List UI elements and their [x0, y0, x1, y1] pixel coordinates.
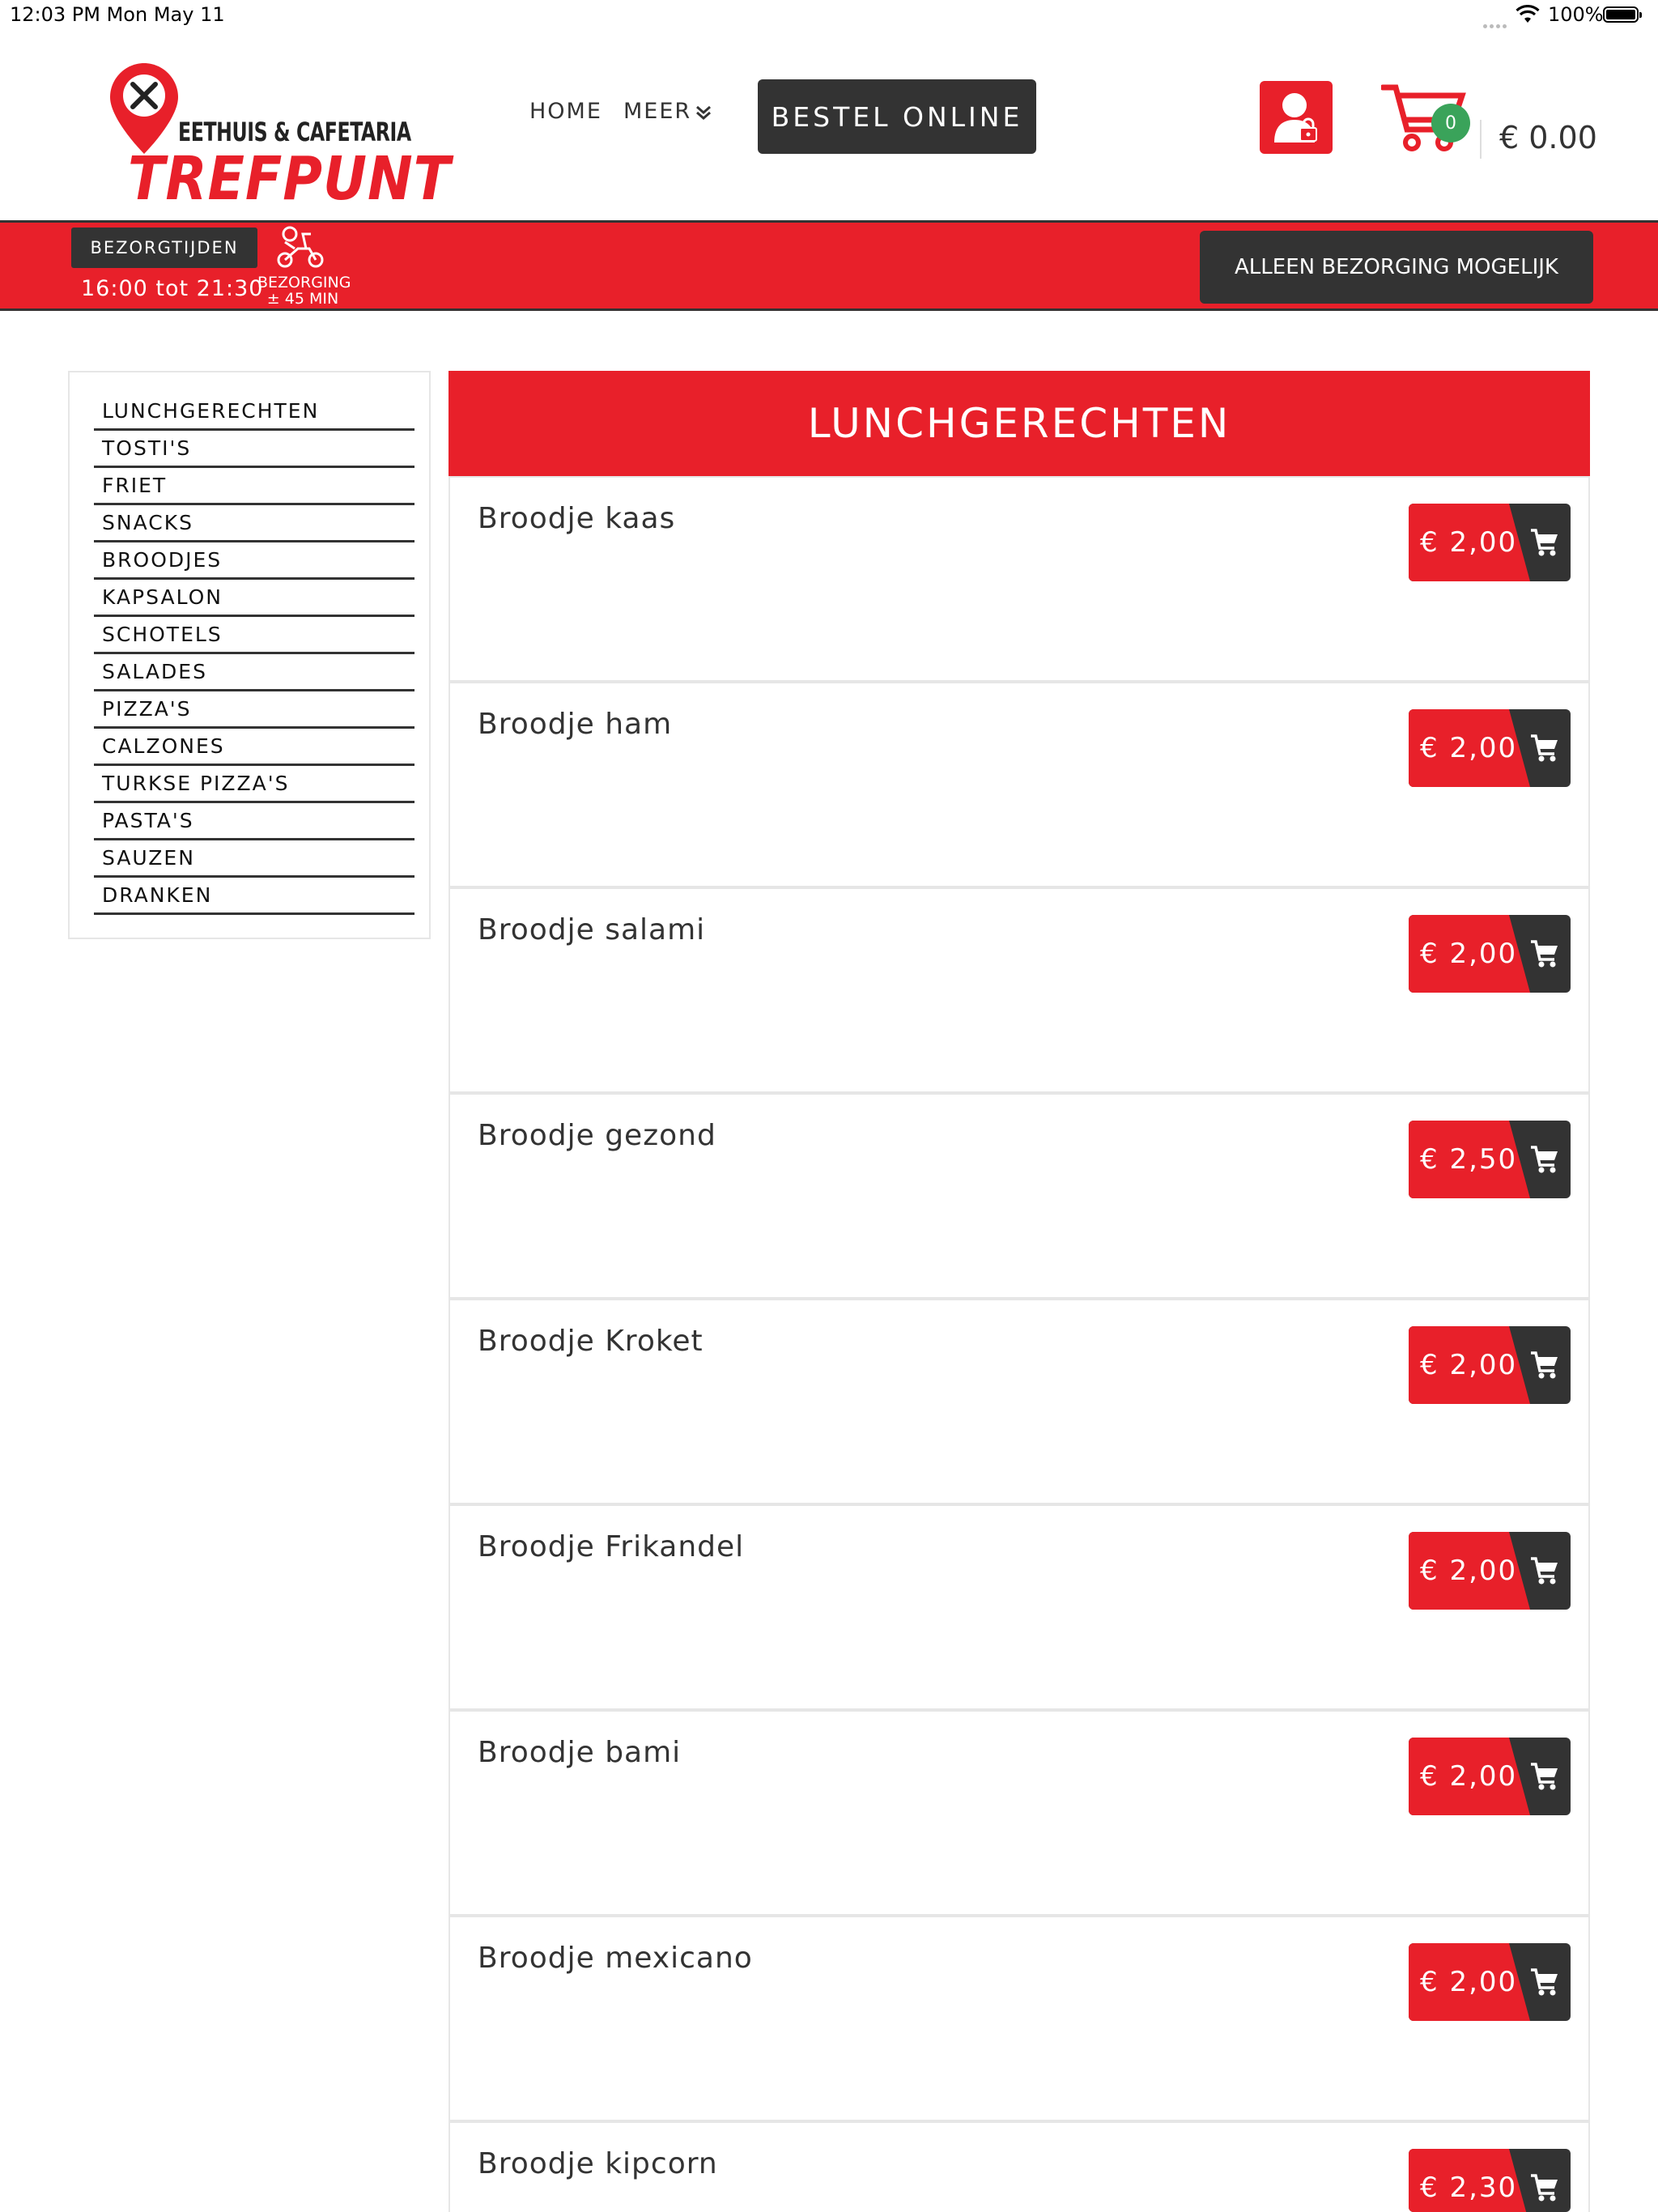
nav-home[interactable]: HOME [529, 99, 602, 124]
product-price: € 2,00 [1420, 1349, 1518, 1381]
battery-percent: 100% [1548, 3, 1604, 26]
category-title: LUNCHGERECHTEN [449, 371, 1590, 476]
cart-total: € 0.00 [1499, 120, 1597, 155]
product-price: € 2,00 [1420, 1555, 1518, 1587]
site-logo[interactable] [110, 63, 451, 214]
cart-icon [1530, 734, 1559, 763]
add-to-cart-button[interactable] [1409, 915, 1571, 993]
account-button[interactable] [1260, 81, 1333, 154]
product-name: Broodje kipcorn [478, 2147, 718, 2180]
sidebar-item-lunchgerechten[interactable]: LUNCHGERECHTEN [94, 395, 414, 431]
product-row [449, 2121, 1590, 2212]
signal-icon [1483, 16, 1512, 21]
delivery-hours: 16:00 tot 21:30 [81, 276, 264, 301]
sidebar-item-friet[interactable]: FRIET [94, 470, 414, 505]
delivery-times-label: BEZORGTIJDEN [71, 228, 257, 268]
cart-icon [1530, 1556, 1559, 1585]
sidebar-item-sauzen[interactable]: SAUZEN [94, 842, 414, 878]
status-time: 12:03 PM Mon May 11 [10, 3, 225, 26]
product-row [449, 1299, 1590, 1504]
sidebar-item-pizzas[interactable]: PIZZA'S [94, 693, 414, 729]
scooter-icon [274, 224, 327, 270]
product-row [449, 476, 1590, 682]
product-price: € 2,00 [1420, 1966, 1518, 1998]
product-name: Broodje mexicano [478, 1942, 753, 1975]
product-row [449, 1710, 1590, 1916]
product-name: Broodje salami [478, 913, 706, 946]
product-name: Broodje kaas [478, 502, 676, 535]
battery-icon [1603, 6, 1639, 23]
wifi-icon [1516, 5, 1540, 28]
sidebar-item-broodjes[interactable]: BROODJES [94, 544, 414, 580]
sidebar-item-tostis[interactable]: TOSTI'S [94, 432, 414, 468]
add-to-cart-button[interactable] [1409, 1532, 1571, 1610]
product-row [449, 1916, 1590, 2121]
logo-pin-icon [110, 63, 178, 154]
sidebar-item-snacks[interactable]: SNACKS [94, 507, 414, 542]
add-to-cart-button[interactable] [1409, 709, 1571, 787]
add-to-cart-button[interactable] [1409, 1943, 1571, 2021]
order-online-button[interactable]: BESTEL ONLINE [758, 79, 1036, 154]
nav-meer[interactable] [623, 99, 712, 124]
status-bar [0, 0, 1658, 32]
delivery-bar [0, 220, 1658, 311]
sidebar-item-schotels[interactable]: SCHOTELS [94, 619, 414, 654]
product-price: € 2,00 [1420, 732, 1518, 764]
category-sidebar [68, 371, 431, 939]
delivery-note-line1: BEZORGING [257, 274, 351, 291]
account-lock-icon [1273, 91, 1320, 144]
sidebar-item-pastas[interactable]: PASTA'S [94, 805, 414, 840]
product-price: € 2,30 [1420, 2172, 1518, 2204]
product-name: Broodje Frikandel [478, 1530, 745, 1563]
add-to-cart-button[interactable] [1409, 1738, 1571, 1815]
cart-icon [1530, 2173, 1559, 2202]
cart-icon [1530, 1145, 1559, 1174]
cart-divider [1480, 120, 1482, 159]
product-name: Broodje ham [478, 708, 673, 741]
sidebar-item-kapsalon[interactable]: KAPSALON [94, 581, 414, 617]
delivery-note-line2: ± 45 MIN [266, 290, 339, 308]
logo-subtitle: EETHUIS & CAFETARIA [178, 117, 411, 147]
nav-meer-label: MEER [623, 99, 692, 124]
cart-icon [1530, 939, 1559, 968]
product-name: Broodje bami [478, 1736, 682, 1769]
cart-count-badge: 0 [1431, 104, 1470, 143]
product-name: Broodje Kroket [478, 1325, 704, 1358]
sidebar-item-turkse-pizzas[interactable]: TURKSE PIZZA'S [94, 768, 414, 803]
cart-icon [1530, 1351, 1559, 1380]
add-to-cart-button[interactable] [1409, 2149, 1571, 2212]
cart-icon [1530, 1967, 1559, 1997]
add-to-cart-button[interactable] [1409, 1326, 1571, 1404]
product-price: € 2,00 [1420, 526, 1518, 559]
product-price: € 2,00 [1420, 938, 1518, 970]
product-row [449, 1093, 1590, 1299]
product-row [449, 887, 1590, 1093]
product-price: € 2,50 [1420, 1143, 1518, 1176]
delivery-duration [257, 274, 351, 308]
product-name: Broodje gezond [478, 1119, 716, 1152]
chevron-down-icon [695, 104, 712, 121]
delivery-only-button[interactable]: ALLEEN BEZORGING MOGELIJK [1200, 231, 1593, 304]
sidebar-item-dranken[interactable]: DRANKEN [94, 879, 414, 915]
cart-icon [1530, 1762, 1559, 1791]
product-row [449, 1504, 1590, 1710]
logo-title: TREFPUNT [128, 144, 451, 214]
product-row [449, 682, 1590, 887]
sidebar-item-calzones[interactable]: CALZONES [94, 730, 414, 766]
product-price: € 2,00 [1420, 1760, 1518, 1793]
sidebar-item-salades[interactable]: SALADES [94, 656, 414, 691]
add-to-cart-button[interactable] [1409, 504, 1571, 581]
add-to-cart-button[interactable] [1409, 1121, 1571, 1198]
cart-icon [1530, 528, 1559, 557]
